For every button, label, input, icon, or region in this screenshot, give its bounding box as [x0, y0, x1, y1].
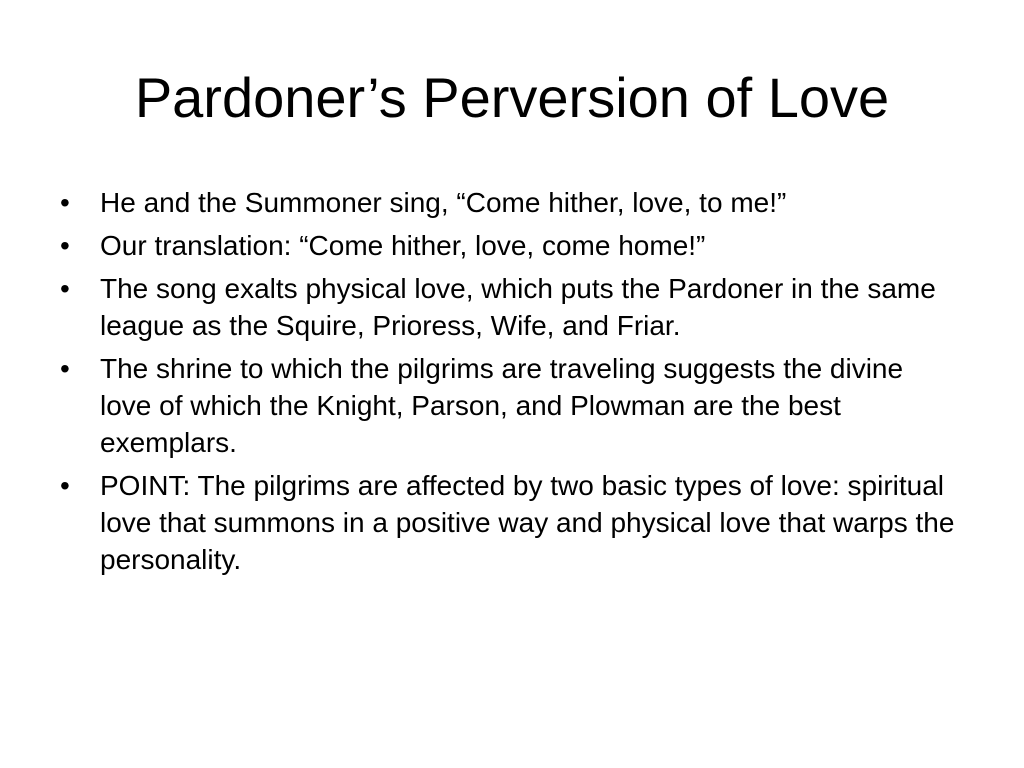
- bullet-marker: •: [60, 187, 70, 218]
- bullet-item: [56, 350, 956, 461]
- bullet-text: The song exalts physical love, which puts the Pardoner in the same league as the Squire, Prioress, Wife, and Friar.: [100, 273, 936, 341]
- bullet-marker: •: [60, 230, 70, 261]
- bullet-text: The shrine to which the pilgrims are traveling suggests the divine love of which the Knight, Parson, and Plowman are the best exemplars.: [100, 353, 904, 458]
- bullet-text: He and the Summoner sing, “Come hither, love, to me!”: [100, 187, 787, 218]
- bullet-item: [56, 227, 956, 264]
- bullet-item: [56, 184, 956, 221]
- bullet-item: [56, 270, 956, 344]
- bullet-marker: •: [60, 273, 70, 304]
- bullet-list: [56, 184, 956, 584]
- slide-title: Pardoner’s Perversion of Love: [134, 66, 890, 129]
- bullet-text: Our translation: “Come hither, love, come home!”: [100, 230, 706, 261]
- bullet-text: POINT: The pilgrims are affected by two basic types of love: spiritual love that summons in a positive way and physical love that warps the personality.: [100, 470, 955, 575]
- bullet-marker: •: [60, 470, 70, 501]
- bullet-marker: •: [60, 353, 70, 384]
- bullet-item: [56, 467, 956, 578]
